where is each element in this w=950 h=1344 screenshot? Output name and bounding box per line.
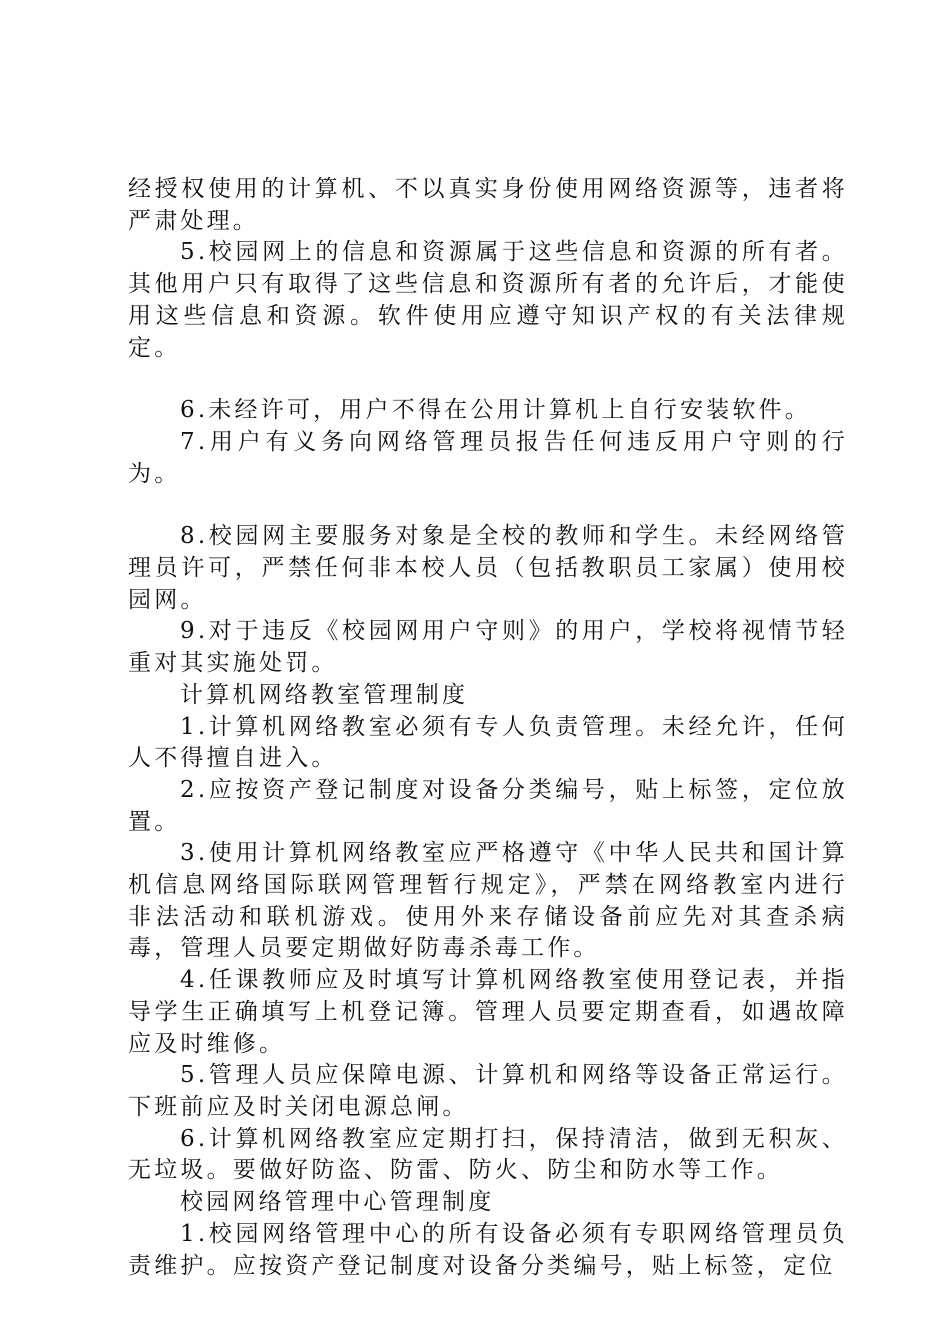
paragraph-classroom-5: 5.管理人员应保障电源、计算机和网络等设备正常运行。下班前应及时关闭电源总闸。 — [128, 1062, 848, 1120]
paragraph-classroom-6: 6.计算机网络教室应定期打扫，保持清洁，做到无积灰、无垃圾。要做好防盗、防雷、防火、防尘和防水等工作。 — [128, 1125, 848, 1184]
section-heading-classroom: 计算机网络教室管理制度 — [180, 681, 469, 708]
paragraph-classroom-3: 3.使用计算机网络教室应严格遵守《中华人民共和国计算机信息网络国际联网管理暂行规定》，严禁在网络教室内进行非法活动和联机游戏。使用外来存储设备前应先对其查杀病毒，管理人员要定期做好防毒杀毒工作。 — [128, 840, 848, 962]
paragraph-classroom-4: 4.任课教师应及时填写计算机网络教室使用登记表，并指导学生正确填写上机登记簿。管理人员要定期查看，如遇故障应及时维修。 — [128, 967, 848, 1057]
document-body — [128, 174, 848, 1282]
paragraph-rule-7: 7.用户有义务向网络管理员报告任何违反用户守则的行为。 — [128, 428, 848, 487]
paragraph-rule-5: 5.校园网上的信息和资源属于这些信息和资源的所有者。其他用户只有取得了这些信息和资源所有者的允许后，才能使用这些信息和资源。软件使用应遵守知识产权的有关法律规定。 — [128, 239, 848, 361]
paragraph-rule-9: 9.对于违反《校园网用户守则》的用户，学校将视情节轻重对其实施处罚。 — [128, 618, 848, 677]
paragraph-rule-8: 8.校园网主要服务对象是全校的教师和学生。未经网络管理员许可，严禁任何非本校人员（包括教职员工家属）使用校园网。 — [128, 523, 848, 613]
paragraph-network-center-1: 1.校园网络管理中心的所有设备必须有专职网络管理员负责维护。应按资产登记制度对设备分类编号，贴上标签，定位 — [128, 1220, 848, 1279]
paragraph-classroom-2: 2.应按资产登记制度对设备分类编号，贴上标签，定位放置。 — [128, 776, 848, 835]
section-heading-network-center: 校园网络管理中心管理制度 — [180, 1189, 495, 1216]
paragraph-continuation: 经授权使用的计算机、不以真实身份使用网络资源等，违者将严肃处理。 — [128, 176, 848, 234]
paragraph-classroom-1: 1.计算机网络教室必须有专人负责管理。未经允许，任何人不得擅自进入。 — [128, 713, 848, 772]
paragraph-rule-6: 6.未经许可，用户不得在公用计算机上自行安装软件。 — [180, 397, 811, 424]
